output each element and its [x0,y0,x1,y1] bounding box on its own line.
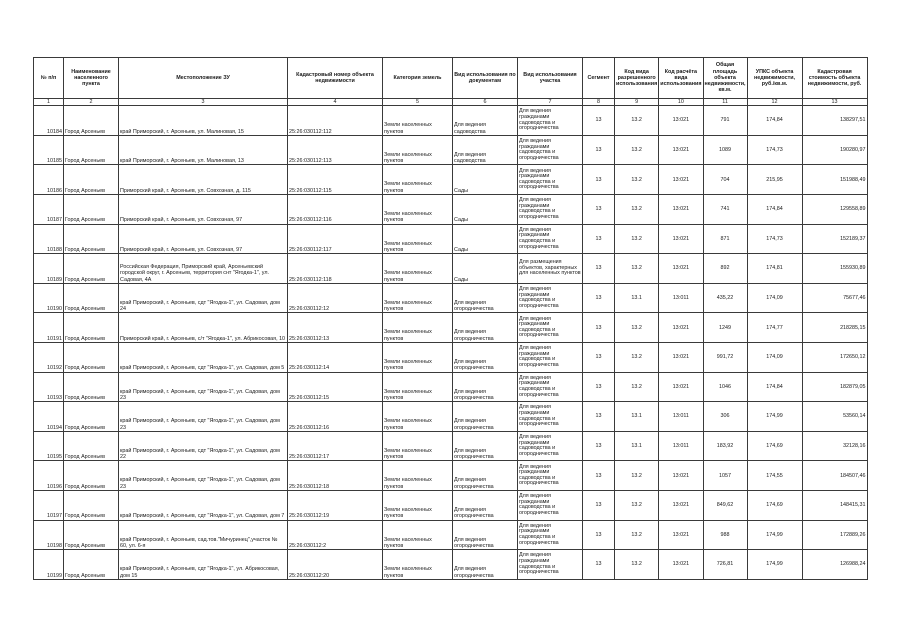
segment-cell: 13 [583,254,615,284]
row-number-cell: 10190 [34,283,64,313]
land-location-cell: Приморский край, г. Арсеньев, ул. Совхозная, 97 [119,195,288,225]
settlement-name-cell: Город Арсеньев [64,135,119,165]
row-number-cell: 10189 [34,254,64,284]
cadastral-number-cell: 25:26:030112:113 [288,135,383,165]
parcel-use-cell: Для ведения гражданами садоводства и огородничества [518,343,583,373]
land-location-cell: край Приморский, г. Арсеньев, сдт "Ягодка-1", ул. Садовая, дом 5 [119,343,288,373]
table-row [34,402,868,432]
land-category-cell: Земли населенных пунктов [383,550,453,580]
area-cell: 988 [703,520,747,550]
segment-cell: 13 [583,283,615,313]
permitted-use-code-cell: 13.2 [615,313,659,343]
land-location-cell: край Приморский, г. Арсеньев, сдт "Ягодка-1", ул. Садовая, дом 7 [119,491,288,521]
upks-value-cell: 174,77 [747,313,802,343]
column-number: 9 [615,99,659,106]
land-category-cell: Земли населенных пунктов [383,372,453,402]
land-category-cell: Земли населенных пунктов [383,431,453,461]
row-number-cell: 10194 [34,402,64,432]
area-cell: 741 [703,195,747,225]
cadastral-number-cell: 25:26:030112:118 [288,254,383,284]
area-cell: 991,72 [703,343,747,373]
calculation-code-cell: 13:021 [659,461,703,491]
land-category-cell: Земли населенных пунктов [383,106,453,136]
column-number: 7 [518,99,583,106]
cadastral-value-cell: 126988,24 [802,550,867,580]
segment-cell: 13 [583,550,615,580]
settlement-name-cell: Город Арсеньев [64,461,119,491]
land-location-cell: Приморский край, г. Арсеньев, ул. Совхозная, 97 [119,224,288,254]
upks-value-cell: 174,81 [747,254,802,284]
table-body [34,106,868,580]
calculation-code-cell: 13:021 [659,343,703,373]
documented-use-cell: Для ведения огородничества [453,491,518,521]
permitted-use-code-cell: 13.2 [615,195,659,225]
column-number: 12 [747,99,802,106]
table-row [34,283,868,313]
permitted-use-code-cell: 13.2 [615,165,659,195]
area-cell: 791 [703,106,747,136]
row-number-cell: 10184 [34,106,64,136]
permitted-use-code-cell: 13.2 [615,106,659,136]
upks-value-cell: 174,84 [747,106,802,136]
cadastral-number-cell: 25:26:030112:20 [288,550,383,580]
row-number-cell: 10188 [34,224,64,254]
table-row [34,254,868,284]
settlement-name-cell: Город Арсеньев [64,313,119,343]
settlement-name-cell: Город Арсеньев [64,431,119,461]
parcel-use-cell: Для размещения объектов, характерных для населенных пунктов [518,254,583,284]
calculation-code-cell: 13:021 [659,550,703,580]
calculation-code-cell: 13:021 [659,224,703,254]
row-number-cell: 10198 [34,520,64,550]
cadastral-number-cell: 25:26:030112:17 [288,431,383,461]
cadastral-number-cell: 25:26:030112:15 [288,372,383,402]
upks-value-cell: 215,95 [747,165,802,195]
column-number: 4 [288,99,383,106]
segment-cell: 13 [583,165,615,195]
calculation-code-cell: 13:011 [659,283,703,313]
cadastral-value-cell: 152189,37 [802,224,867,254]
land-location-cell: Российская Федерация, Приморский край, Арсеньевский городской округ, г. Арсеньев, территория снт "Ягодка-1", ул. Садовая, 4А [119,254,288,284]
land-category-cell: Земли населенных пунктов [383,254,453,284]
row-number-cell: 10187 [34,195,64,225]
land-category-cell: Земли населенных пунктов [383,402,453,432]
upks-value-cell: 174,99 [747,402,802,432]
header-row [34,58,868,99]
cadastral-value-cell: 32128,16 [802,431,867,461]
row-number-cell: 10186 [34,165,64,195]
header-cell: Наименование населенного пункта [64,58,119,99]
row-number-cell: 10197 [34,491,64,521]
permitted-use-code-cell: 13.2 [615,550,659,580]
parcel-use-cell: Для ведения гражданами садоводства и огородничества [518,550,583,580]
settlement-name-cell: Город Арсеньев [64,195,119,225]
header-cell: Вид использования участка [518,58,583,99]
area-cell: 1089 [703,135,747,165]
table-row [34,195,868,225]
land-category-cell: Земли населенных пунктов [383,343,453,373]
cadastral-number-cell: 25:26:030112:116 [288,195,383,225]
parcel-use-cell: Для ведения гражданами садоводства и огородничества [518,313,583,343]
table-row [34,550,868,580]
land-location-cell: край Приморский, г. Арсеньев, сдт "Ягодка-1", ул. Садовая, дом 24 [119,283,288,313]
parcel-use-cell: Для ведения гражданами садоводства и огородничества [518,461,583,491]
calculation-code-cell: 13:021 [659,135,703,165]
cadastral-value-cell: 172650,12 [802,343,867,373]
land-category-cell: Земли населенных пунктов [383,283,453,313]
calculation-code-cell: 13:021 [659,106,703,136]
settlement-name-cell: Город Арсеньев [64,372,119,402]
cadastral-value-cell: 182879,05 [802,372,867,402]
area-cell: 306 [703,402,747,432]
land-category-cell: Земли населенных пунктов [383,520,453,550]
cadastral-number-cell: 25:26:030112:2 [288,520,383,550]
settlement-name-cell: Город Арсеньев [64,402,119,432]
permitted-use-code-cell: 13.2 [615,343,659,373]
header-cell: Вид использования по документам [453,58,518,99]
table-row [34,372,868,402]
column-number-row [34,99,868,106]
area-cell: 871 [703,224,747,254]
table-row [34,520,868,550]
segment-cell: 13 [583,224,615,254]
upks-value-cell: 174,84 [747,195,802,225]
cadastral-value-cell: 53560,14 [802,402,867,432]
column-number: 2 [64,99,119,106]
header-cell: Код вида разрешенного использования [615,58,659,99]
documented-use-cell: Для ведения огородничества [453,343,518,373]
land-category-cell: Земли населенных пунктов [383,461,453,491]
upks-value-cell: 174,99 [747,550,802,580]
cadastral-number-cell: 25:26:030112:115 [288,165,383,195]
upks-value-cell: 174,73 [747,224,802,254]
column-number: 13 [802,99,867,106]
parcel-use-cell: Для ведения гражданами садоводства и огородничества [518,195,583,225]
header-cell: Местоположение ЗУ [119,58,288,99]
row-number-cell: 10192 [34,343,64,373]
cadastral-number-cell: 25:26:030112:16 [288,402,383,432]
column-number: 5 [383,99,453,106]
upks-value-cell: 174,73 [747,135,802,165]
cadastral-value-cell: 148415,31 [802,491,867,521]
calculation-code-cell: 13:021 [659,520,703,550]
calculation-code-cell: 13:021 [659,195,703,225]
permitted-use-code-cell: 13.2 [615,135,659,165]
segment-cell: 13 [583,106,615,136]
cadastral-value-cell: 172889,26 [802,520,867,550]
land-location-cell: край Приморский, г. Арсеньев, сдт "Ягодка-1", ул. Садовая, дом 22 [119,431,288,461]
parcel-use-cell: Для ведения гражданами садоводства и огородничества [518,372,583,402]
table-row [34,106,868,136]
land-category-cell: Земли населенных пунктов [383,165,453,195]
upks-value-cell: 174,69 [747,431,802,461]
cadastral-value-cell: 155930,89 [802,254,867,284]
permitted-use-code-cell: 13.2 [615,254,659,284]
column-number: 6 [453,99,518,106]
segment-cell: 13 [583,343,615,373]
upks-value-cell: 174,99 [747,520,802,550]
header-cell: Сегмент [583,58,615,99]
settlement-name-cell: Город Арсеньев [64,283,119,313]
cadastral-value-cell: 218285,15 [802,313,867,343]
cadastral-number-cell: 25:26:030112:13 [288,313,383,343]
area-cell: 183,92 [703,431,747,461]
cadastral-value-cell: 129558,89 [802,195,867,225]
upks-value-cell: 174,84 [747,372,802,402]
documented-use-cell: Для ведения огородничества [453,461,518,491]
upks-value-cell: 174,55 [747,461,802,491]
calculation-code-cell: 13:021 [659,372,703,402]
table-row [34,224,868,254]
documented-use-cell: Для ведения огородничества [453,402,518,432]
land-location-cell: край Приморский, г. Арсеньев, сдт "Ягодка-1", ул. Садовая, дом 23 [119,461,288,491]
upks-value-cell: 174,09 [747,283,802,313]
land-location-cell: Приморский край, г. Арсеньев, ул. Совхозная, д. 115 [119,165,288,195]
calculation-code-cell: 13:011 [659,431,703,461]
calculation-code-cell: 13:021 [659,165,703,195]
cadastral-number-cell: 25:26:030112:18 [288,461,383,491]
parcel-use-cell: Для ведения гражданами садоводства и огородничества [518,135,583,165]
column-number: 11 [703,99,747,106]
calculation-code-cell: 13:021 [659,313,703,343]
segment-cell: 13 [583,195,615,225]
table-row [34,461,868,491]
parcel-use-cell: Для ведения гражданами садоводства и огородничества [518,491,583,521]
header-cell: Категория земель [383,58,453,99]
row-number-cell: 10185 [34,135,64,165]
cadastral-number-cell: 25:26:030112:117 [288,224,383,254]
land-category-cell: Земли населенных пунктов [383,224,453,254]
land-location-cell: Приморский край, г. Арсеньев, с/т "Ягодка-1", ул. Абрикосовая, 10 [119,313,288,343]
settlement-name-cell: Город Арсеньев [64,224,119,254]
area-cell: 849,62 [703,491,747,521]
parcel-use-cell: Для ведения гражданами садоводства и огородничества [518,520,583,550]
permitted-use-code-cell: 13.2 [615,461,659,491]
cadastral-value-cell: 190280,97 [802,135,867,165]
segment-cell: 13 [583,402,615,432]
settlement-name-cell: Город Арсеньев [64,550,119,580]
cadastral-value-cell: 138297,51 [802,106,867,136]
documented-use-cell: Сады [453,165,518,195]
area-cell: 892 [703,254,747,284]
segment-cell: 13 [583,372,615,402]
settlement-name-cell: Город Арсеньев [64,165,119,195]
segment-cell: 13 [583,431,615,461]
calculation-code-cell: 13:021 [659,491,703,521]
segment-cell: 13 [583,313,615,343]
land-category-cell: Земли населенных пунктов [383,313,453,343]
documented-use-cell: Для ведения огородничества [453,283,518,313]
area-cell: 1057 [703,461,747,491]
row-number-cell: 10195 [34,431,64,461]
permitted-use-code-cell: 13.2 [615,520,659,550]
row-number-cell: 10191 [34,313,64,343]
permitted-use-code-cell: 13.1 [615,431,659,461]
area-cell: 1046 [703,372,747,402]
parcel-use-cell: Для ведения гражданами садоводства и огородничества [518,106,583,136]
land-category-cell: Земли населенных пунктов [383,135,453,165]
land-location-cell: край Приморский, г. Арсеньев, ул. Малиновая, 15 [119,106,288,136]
documented-use-cell: Для ведения огородничества [453,313,518,343]
cadastral-number-cell: 25:26:030112:12 [288,283,383,313]
cadastral-number-cell: 25:26:030112:19 [288,491,383,521]
parcel-use-cell: Для ведения гражданами садоводства и огородничества [518,402,583,432]
cadastral-value-cell: 151988,49 [802,165,867,195]
row-number-cell: 10193 [34,372,64,402]
row-number-cell: 10199 [34,550,64,580]
column-number: 8 [583,99,615,106]
header-cell: Кадастровая стоимость объекта недвижимости, руб. [802,58,867,99]
parcel-use-cell: Для ведения гражданами садоводства и огородничества [518,224,583,254]
cadastral-table [33,57,868,580]
cadastral-value-cell: 184507,46 [802,461,867,491]
table-row [34,313,868,343]
settlement-name-cell: Город Арсеньев [64,254,119,284]
header-cell: Общая площадь объекта недвижимости, кв.м. [703,58,747,99]
documented-use-cell: Для ведения огородничества [453,372,518,402]
segment-cell: 13 [583,520,615,550]
documented-use-cell: Сады [453,224,518,254]
cadastral-number-cell: 25:26:030112:14 [288,343,383,373]
land-location-cell: край Приморский, г. Арсеньев, сад.тов."Мичуринец",участок № 60, ул. 6-я [119,520,288,550]
permitted-use-code-cell: 13.2 [615,372,659,402]
cadastral-number-cell: 25:26:030112:112 [288,106,383,136]
row-number-cell: 10196 [34,461,64,491]
settlement-name-cell: Город Арсеньев [64,343,119,373]
segment-cell: 13 [583,491,615,521]
settlement-name-cell: Город Арсеньев [64,106,119,136]
land-location-cell: край Приморский, г. Арсеньев, ул. Малиновая, 13 [119,135,288,165]
area-cell: 704 [703,165,747,195]
permitted-use-code-cell: 13.2 [615,224,659,254]
calculation-code-cell: 13:011 [659,402,703,432]
table-row [34,343,868,373]
documented-use-cell: Для ведения садоводства [453,106,518,136]
header-cell: Кадастровый номер объекта недвижимости [288,58,383,99]
land-location-cell: край Приморский, г. Арсеньев, сдт "Ягодка-1", ул. Садовая, дом 23 [119,372,288,402]
area-cell: 726,81 [703,550,747,580]
documented-use-cell: Сады [453,254,518,284]
land-location-cell: край Приморский, г. Арсеньев, сдт "Ягодка-1", ул. Абрикосовая, дом 15 [119,550,288,580]
settlement-name-cell: Город Арсеньев [64,491,119,521]
area-cell: 435,22 [703,283,747,313]
land-category-cell: Земли населенных пунктов [383,491,453,521]
column-number: 10 [659,99,703,106]
column-number: 1 [34,99,64,106]
table-row [34,431,868,461]
cadastral-value-cell: 75677,46 [802,283,867,313]
land-location-cell: край Приморский, г. Арсеньев, сдт "Ягодка-1", ул. Садовая, дом 23 [119,402,288,432]
table-row [34,135,868,165]
column-number: 3 [119,99,288,106]
header-cell: Код расчёта вида использования [659,58,703,99]
documented-use-cell: Для ведения огородничества [453,431,518,461]
header-cell: УПКС объекта недвижимости, руб./кв.м. [747,58,802,99]
table-row [34,165,868,195]
segment-cell: 13 [583,135,615,165]
permitted-use-code-cell: 13.1 [615,283,659,313]
header-cell: № п/п [34,58,64,99]
upks-value-cell: 174,69 [747,491,802,521]
land-category-cell: Земли населенных пунктов [383,195,453,225]
area-cell: 1249 [703,313,747,343]
calculation-code-cell: 13:021 [659,254,703,284]
documented-use-cell: Сады [453,195,518,225]
segment-cell: 13 [583,461,615,491]
documented-use-cell: Для ведения садоводства [453,135,518,165]
settlement-name-cell: Город Арсеньев [64,520,119,550]
permitted-use-code-cell: 13.2 [615,491,659,521]
documented-use-cell: Для ведения огородничества [453,520,518,550]
parcel-use-cell: Для ведения гражданами садоводства и огородничества [518,431,583,461]
parcel-use-cell: Для ведения гражданами садоводства и огородничества [518,165,583,195]
parcel-use-cell: Для ведения гражданами садоводства и огородничества [518,283,583,313]
documented-use-cell: Для ведения огородничества [453,550,518,580]
table-row [34,491,868,521]
upks-value-cell: 174,09 [747,343,802,373]
permitted-use-code-cell: 13.1 [615,402,659,432]
